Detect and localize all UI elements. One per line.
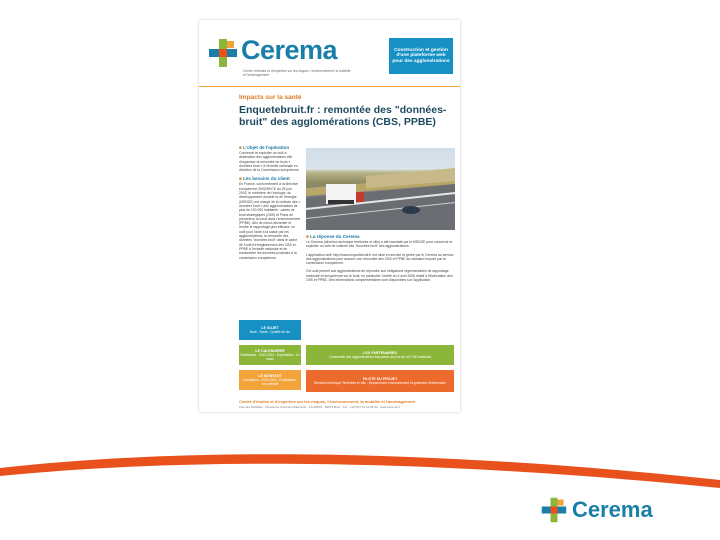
box-title: LE MONTANT xyxy=(258,374,282,378)
box-text: L'ensemble des agglomérations françaises de plus de 100 000 habitants xyxy=(328,355,432,359)
box-title: LE SUJET xyxy=(261,326,279,330)
box-text: Réalisation : 2013-2014 - Exploitation : en cours xyxy=(240,353,300,361)
block-heading: ■ La réponse du Cerema xyxy=(306,234,454,239)
header-divider xyxy=(199,86,460,87)
slide-logo-wordmark: Cerema xyxy=(572,497,653,522)
slide-cerema-logo xyxy=(540,494,660,528)
block-heading: ■ Les besoins du client xyxy=(239,176,301,181)
highway-photo xyxy=(306,148,455,230)
right-column xyxy=(306,234,454,286)
info-box-calendar xyxy=(239,345,301,365)
block-text: Le Cerema (direction technique territoires et ville) a été mandaté par le MEDDE pour concevoir et exploiter un outil de collecte des "données bruit" des agglomérations. xyxy=(306,240,453,249)
block-text: En France, conformément à la directive européenne 2002/49/CE du 25 juin 2002, le ministère de l'écologie, du développement durable et de l'énergie (MEDDE) est chargé de la collecte des « données bruit » des agglomérations de plus de 100 000 habitants : cartes de bruit stratégiques (CBS) et Plans de prévention du bruit dans l'environnement (PPBE). Afin de mieux alimenter et rendre le rapportage plus efficace, un outil pour l'aide à la saisie par les agglomérations, la remontée des données "données bruit" dans le cadre de l'outil d'enregistrement des CBS et PPBE à l'échelle nationale et de transmettre les données produites à la commission européenne. xyxy=(239,182,301,260)
box-title: LES PARTENAIRES xyxy=(363,351,397,355)
footer-address: Cité des Mobilités - 25 avenue François Mitterrand - CS 92803 - 69674 Bron - Tél : +33 (0)4 72 14 30 30 - www.cerema.fr xyxy=(239,405,400,409)
box-text: Conception : 2013-2014 - Exploitation : non précisé xyxy=(242,378,298,386)
cerema-logo xyxy=(207,35,351,85)
logo-wordmark: Cerema xyxy=(241,35,338,65)
logo-subtitle: Centre d'études et d'expertise sur les risques, l'environnement, la mobilité et l'aménagement xyxy=(243,69,351,78)
footer-title: Centre d'études et d'expertise sur les risques, l'environnement, la mobilité et l'aménagement xyxy=(239,399,415,404)
cerema-logo-icon xyxy=(540,496,568,524)
block-text: Concevoir et exploiter un outil à destination des agglomérations afin d'organiser la remontée de leurs « données bruit » à l'échelle nationale en direction de la Commission européenne. xyxy=(239,151,300,173)
document-preview xyxy=(199,20,460,412)
block-heading: ■ L'objet de l'opération xyxy=(239,145,301,150)
section-label: Impacts sur la santé xyxy=(239,94,302,101)
block-text: L'application web http://www.enquetebruit.fr est mise en service et gérée par le Cerema au service des agglomérations pour assurer une remontée des CBS et PPBE au standard imposé par la commission européenne. xyxy=(306,252,454,266)
box-text: Direction technique Territoires et ville - Département environnement et systèmes d'information xyxy=(313,381,447,385)
box-title: LE CALENDRIER xyxy=(255,349,285,353)
info-box-subject xyxy=(239,320,301,340)
box-text: Bruit - Santé - Qualité de vie xyxy=(249,330,291,334)
left-column xyxy=(239,145,301,264)
block-text: Cet outil permet aux agglomérations de répondre aux obligations réglementaires de rapportage nationale et européenne sur le bruit, en particulier l'arrêté du 4 avril 2006 relatif à l'élaboration des CBS et PPBE. Des informations complémentaires sont disponibles sur l'application. xyxy=(306,269,453,283)
topic-tag: Construction et gestion d'une plateforme web pour des agglomérations xyxy=(389,38,453,74)
info-box-project-lead xyxy=(306,370,454,392)
highway-photo-image xyxy=(306,148,455,230)
info-box-amount xyxy=(239,370,301,390)
cerema-logo-icon xyxy=(207,37,239,69)
info-box-partners xyxy=(306,345,454,365)
box-title: PILOTE DU PROJET xyxy=(362,377,398,381)
document-title: Enquetebruit.fr : remontée des "données- bruit" des agglomérations (CBS, PPBE) xyxy=(239,104,447,128)
